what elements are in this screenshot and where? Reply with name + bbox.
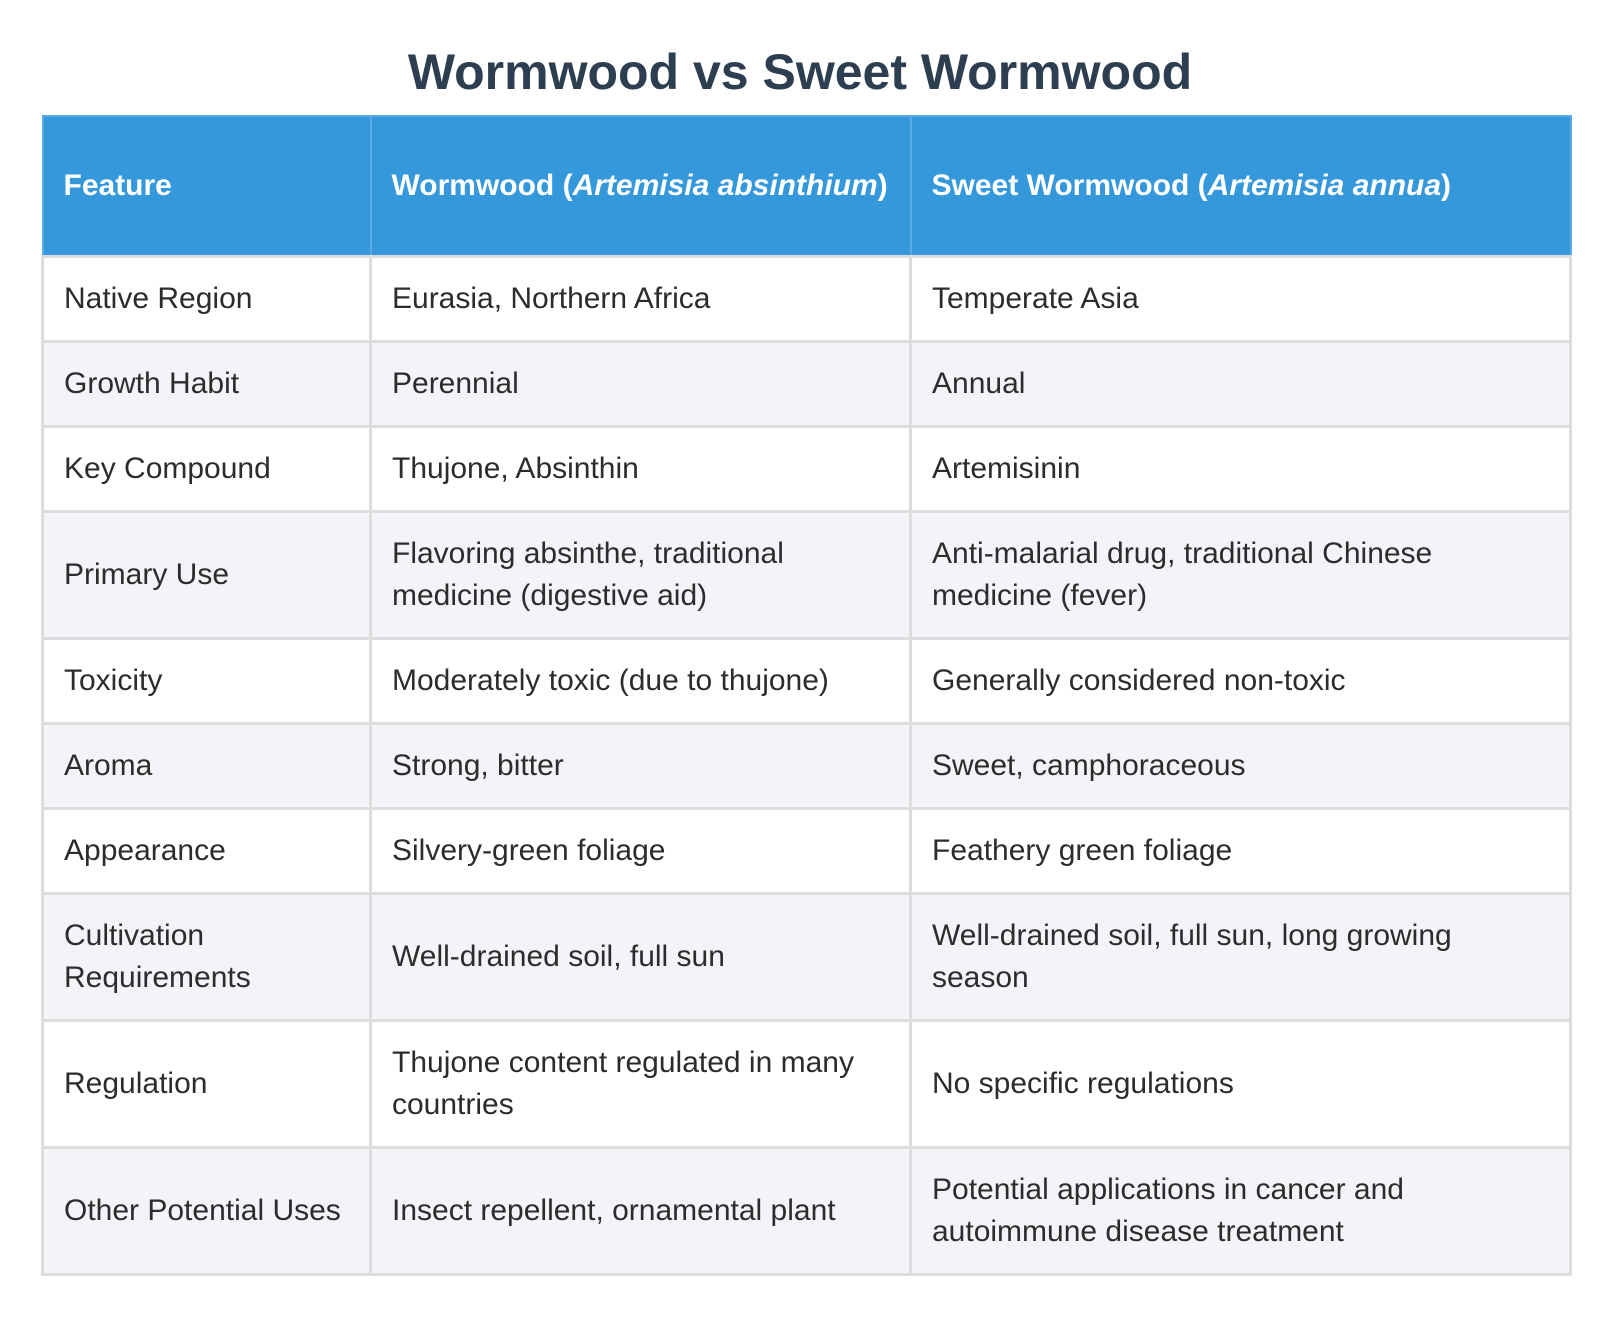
- row-wormwood: Flavoring absinthe, traditional medicine (digestive aid): [371, 512, 911, 639]
- table-row: [43, 809, 1571, 894]
- table-row: [43, 1021, 1571, 1148]
- row-feature: Aroma: [43, 724, 371, 809]
- row-feature: Appearance: [43, 809, 371, 894]
- table-header-row: [43, 116, 1571, 257]
- row-sweet-wormwood: Sweet, camphoraceous: [911, 724, 1571, 809]
- header-sweet-name: Sweet Wormwood (: [931, 169, 1208, 202]
- row-wormwood: Strong, bitter: [371, 724, 911, 809]
- header-wormwood: [371, 116, 911, 257]
- header-sweet-close: ): [1441, 169, 1452, 202]
- row-feature: Primary Use: [43, 512, 371, 639]
- row-feature: Growth Habit: [43, 342, 371, 427]
- row-feature: Other Potential Uses: [43, 1148, 371, 1275]
- table-row: [43, 342, 1571, 427]
- row-wormwood: Moderately toxic (due to thujone): [371, 639, 911, 724]
- table-row: [43, 427, 1571, 512]
- table-row: [43, 894, 1571, 1021]
- row-feature: Native Region: [43, 257, 371, 342]
- table-row: [43, 257, 1571, 342]
- row-wormwood: Insect repellent, ornamental plant: [371, 1148, 911, 1275]
- comparison-table: [41, 115, 1572, 1276]
- row-feature: Regulation: [43, 1021, 371, 1148]
- table-row: [43, 1148, 1571, 1275]
- row-wormwood: Well-drained soil, full sun: [371, 894, 911, 1021]
- row-wormwood: Thujone, Absinthin: [371, 427, 911, 512]
- header-wormwood-name: Wormwood (: [391, 169, 573, 202]
- table-row: [43, 512, 1571, 639]
- row-sweet-wormwood: Potential applications in cancer and autoimmune disease treatment: [911, 1148, 1571, 1275]
- header-feature: Feature: [43, 116, 371, 257]
- header-sweet-wormwood: [911, 116, 1571, 257]
- row-sweet-wormwood: Well-drained soil, full sun, long growing season: [911, 894, 1571, 1021]
- row-feature: Toxicity: [43, 639, 371, 724]
- row-feature: Key Compound: [43, 427, 371, 512]
- row-sweet-wormwood: Temperate Asia: [911, 257, 1571, 342]
- row-sweet-wormwood: Feathery green foliage: [911, 809, 1571, 894]
- row-wormwood: Thujone content regulated in many countries: [371, 1021, 911, 1148]
- table-row: [43, 639, 1571, 724]
- row-feature: Cultivation Requirements: [43, 894, 371, 1021]
- row-wormwood: Perennial: [371, 342, 911, 427]
- row-wormwood: Silvery-green foliage: [371, 809, 911, 894]
- table-row: [43, 724, 1571, 809]
- row-wormwood: Eurasia, Northern Africa: [371, 257, 911, 342]
- page-title: Wormwood vs Sweet Wormwood: [407, 44, 1193, 100]
- header-sweet-latin: Artemisia annua: [1207, 169, 1442, 202]
- header-wormwood-close: ): [877, 169, 888, 202]
- row-sweet-wormwood: Artemisinin: [911, 427, 1571, 512]
- row-sweet-wormwood: No specific regulations: [911, 1021, 1571, 1148]
- row-sweet-wormwood: Annual: [911, 342, 1571, 427]
- header-wormwood-latin: Artemisia absinthium: [572, 169, 878, 202]
- row-sweet-wormwood: Anti-malarial drug, traditional Chinese medicine (fever): [911, 512, 1571, 639]
- row-sweet-wormwood: Generally considered non-toxic: [911, 639, 1571, 724]
